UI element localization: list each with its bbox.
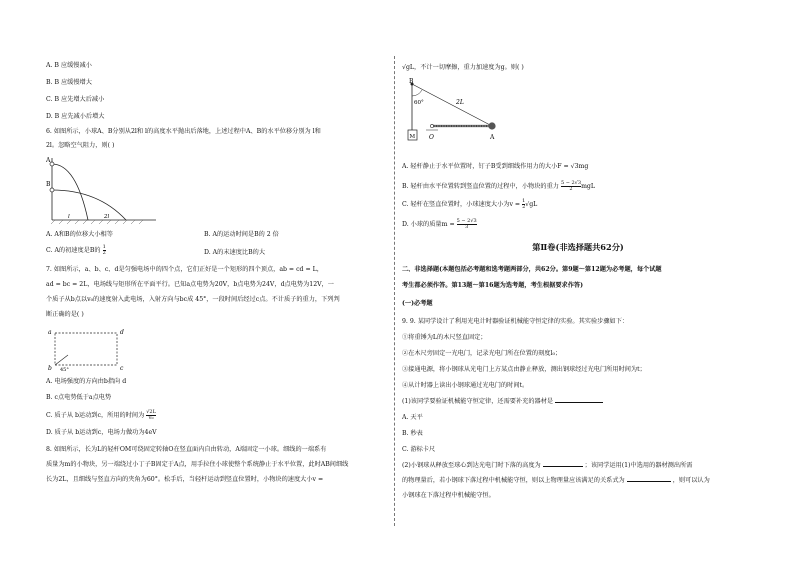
q8-label-angle: 60° — [414, 100, 424, 106]
q9-sub1-text: (1)该同学要验证机械能守恒定律，还需要补充的器材是 — [402, 398, 554, 405]
q7-option-b: B. c点电势低于a点电势 — [46, 394, 112, 401]
q7-angle: 45° — [60, 367, 69, 373]
q8-option-d-num: 5 − 2√3 — [456, 218, 477, 224]
q7-label-a: a — [48, 329, 52, 336]
q8-option-a-value: √3mg — [570, 163, 589, 170]
q7-label-c: c — [120, 365, 124, 372]
q6-stem-line-2: 2l。忽略空气阻力，则( ) — [46, 142, 115, 149]
q8-label-b: B — [409, 78, 414, 85]
q8-stem-line-1: 8. 如图所示，长为L的轻杆OM可绕固定转轴O在竖直面内自由转动，A端固定一小球。细线的一端系有 — [46, 446, 327, 453]
q8-stem-line-2: 质量为m的小物块，另一端绕过小丁子B固定于A点，用手拉住小球使整个系统静止于水平位置，此时AB间细线 — [46, 461, 349, 468]
q9-sub1-option-c: C. 游标卡尺 — [402, 446, 436, 453]
q9-sub2-line-1 — [402, 462, 692, 470]
q6-option-b: B. A的运动时间是B的 2 倍 — [204, 231, 279, 238]
q9-step-1: ①将重锤为L的木尺竖直固定； — [402, 334, 487, 341]
q6-option-d: D. A的末速度比B的大 — [204, 249, 266, 256]
q7-stem-line-2: ad = bc = 2L，电场线与矩形所在平面平行。已知a点电势为20V，b点电势为24V，d点电势为12V，一 — [46, 281, 334, 288]
q7-option-c-text: C. 质子从 b运动到c，所用的时间为 — [46, 412, 145, 419]
q8-option-c-num: 1 — [522, 198, 526, 204]
q7-option-a: A. 电场强度的方向由b指向 d — [46, 378, 127, 385]
subhead-required: (一)必考题 — [402, 300, 433, 307]
q8-option-c — [402, 199, 537, 210]
q9-step-4: ④从计时器上读出小钢球通过光电门的时间t。 — [402, 382, 529, 389]
q6-label-l: l — [68, 214, 70, 220]
q6-fraction — [103, 245, 106, 256]
q8-label-o: O — [429, 134, 434, 141]
section-intro-line-2: 考生都必须作答。第13题～第16题为选考题，考生根据要求作答) — [402, 282, 584, 289]
q8-option-c-tail: √gL — [525, 201, 538, 208]
q9-sub2-blank-2[interactable] — [627, 481, 671, 482]
q7-time-num: √2L — [146, 409, 156, 415]
q9-sub2-line-3: 小钢球在下落过程中机械能守恒。 — [402, 492, 495, 499]
q6-figure — [46, 154, 161, 226]
q8-option-b-num: 5 − 2√3 — [560, 180, 582, 186]
q9-sub2-text-2: ；该同学运用(1)中选用的器材测出所需 — [584, 462, 693, 469]
q8-option-d-fraction — [457, 219, 477, 230]
q8-option-d — [402, 219, 477, 230]
q9-sub1-blank[interactable] — [555, 402, 603, 403]
column-divider — [394, 56, 395, 526]
q9-sub2-text-4: ，则可以认为 — [672, 477, 710, 484]
q7-figure — [46, 325, 126, 373]
q7-time-fraction — [146, 410, 156, 421]
q8-option-b-tail: mgL — [581, 183, 595, 190]
q6-frac-den: 2 — [102, 250, 106, 256]
q8-stem-continuation: √gL，不计一切摩擦，重力加速度为g。则( ) — [402, 64, 524, 71]
q8-option-b-text: B. 轻杆由水平位置转到竖直位置的过程中，小物块的重力 — [402, 183, 561, 190]
q5-option-b: B. B 应缓慢增大 — [46, 79, 92, 86]
q9-stem-line-1: 9. 9. 某同学设计了利用光电计时器验证机械能守恒定律的实验。其实验步骤如下： — [402, 318, 629, 325]
q6-frac-num: 1 — [102, 244, 106, 250]
q9-sub2-text-1: (2)小钢球从释放至球心到达光电门时下落的高度为 — [402, 462, 541, 469]
q8-option-c-text: C. 轻杆在竖直位置时，小球速度大小为v = — [402, 201, 523, 208]
q8-option-d-den: 3 — [465, 224, 469, 230]
q7-label-b: b — [48, 365, 52, 372]
q8-option-a — [402, 163, 588, 171]
q7-option-c — [46, 410, 156, 421]
q5-option-c: C. B 应先增大后减小 — [46, 96, 105, 103]
q7-stem-line-4: 断正确的是( ) — [46, 311, 84, 318]
q9-sub2-text-3: 的物理量后，若小钢球下落过程中机械能守恒，则以上物理量应该满足的关系式为 — [402, 477, 625, 484]
q8-label-a: A — [490, 134, 495, 141]
q9-sub2-blank-1[interactable] — [543, 466, 583, 467]
section-intro-line-1: 二、非选择题(本题包括必考题和选考题两部分，共62分。第9题～第12题为必考题，每个试题 — [402, 266, 662, 273]
q8-label-m: M — [409, 134, 416, 140]
q7-stem-line-3: 个质子从b点以v₀的速度射入此电场，入射方向与bc成 45°，一段时间后经过c点。不计质子的重力，下列判 — [46, 296, 340, 303]
section-title: 第Ⅱ卷(非选择题共62分) — [532, 242, 624, 252]
q9-sub1-option-b: B. 秒表 — [402, 430, 423, 437]
q5-option-a: A. B 应缓慢减小 — [46, 62, 92, 69]
q8-option-a-text: A. 轻杆静止于水平位置时，钉子B受到细线作用力的大小F = — [402, 163, 571, 170]
q8-label-length: 2L — [456, 99, 464, 106]
q5-option-d: D. B 应先减小后增大 — [46, 113, 105, 120]
q8-stem-line-3: 长为2L，且细线与竖直方向的夹角为60°。松手后，当轻杆运动到竖直位置时，小物块的速度大小v = — [46, 476, 324, 483]
q7-label-d: d — [120, 329, 124, 336]
q6-label-b: B — [46, 181, 51, 188]
q6-option-a: A. A和B的位移大小相等 — [46, 231, 113, 238]
q8-figure — [406, 76, 511, 150]
q6-label-a: A — [46, 157, 51, 164]
q7-time-den: v₀ — [148, 415, 154, 421]
q6-stem-line-1: 6. 如图所示，小球A、B分别从2l和 l的高度水平抛出后落地，上述过程中A、B的水平位移分别为 l和 — [46, 128, 321, 135]
q6-option-c — [46, 245, 106, 256]
q9-step-2: ②在木尺旁固定一光电门，记录光电门所在位置的刻度l₀； — [402, 350, 562, 357]
q8-option-d-text: D. 小球的质量m = — [402, 221, 457, 228]
q7-option-d: D. 质子从 b运动到c，电场力做功为4eV — [46, 429, 157, 436]
q8-option-b — [402, 181, 595, 192]
q9-sub1 — [402, 398, 603, 406]
q9-step-3: ③接通电源，将小钢球从光电门上方某点由静止释放，测出钢球经过光电门所用时间为t； — [402, 366, 646, 373]
q8-option-c-den: 2 — [522, 204, 526, 210]
q7-stem-line-1: 7. 如图所示，a、b、c、d是匀强电场中的四个点，它们正好是一个矩形的四个顶点，ab = cd = L， — [46, 266, 323, 273]
q9-sub1-option-a: A. 天平 — [402, 414, 423, 421]
q6-label-2l: 2l — [104, 214, 110, 220]
q9-sub2-line-2 — [402, 477, 710, 485]
q6-option-c-text: C. A的初速度是B的 — [46, 247, 101, 254]
q8-option-b-fraction — [561, 181, 581, 192]
q8-option-b-den: 2 — [569, 186, 573, 192]
